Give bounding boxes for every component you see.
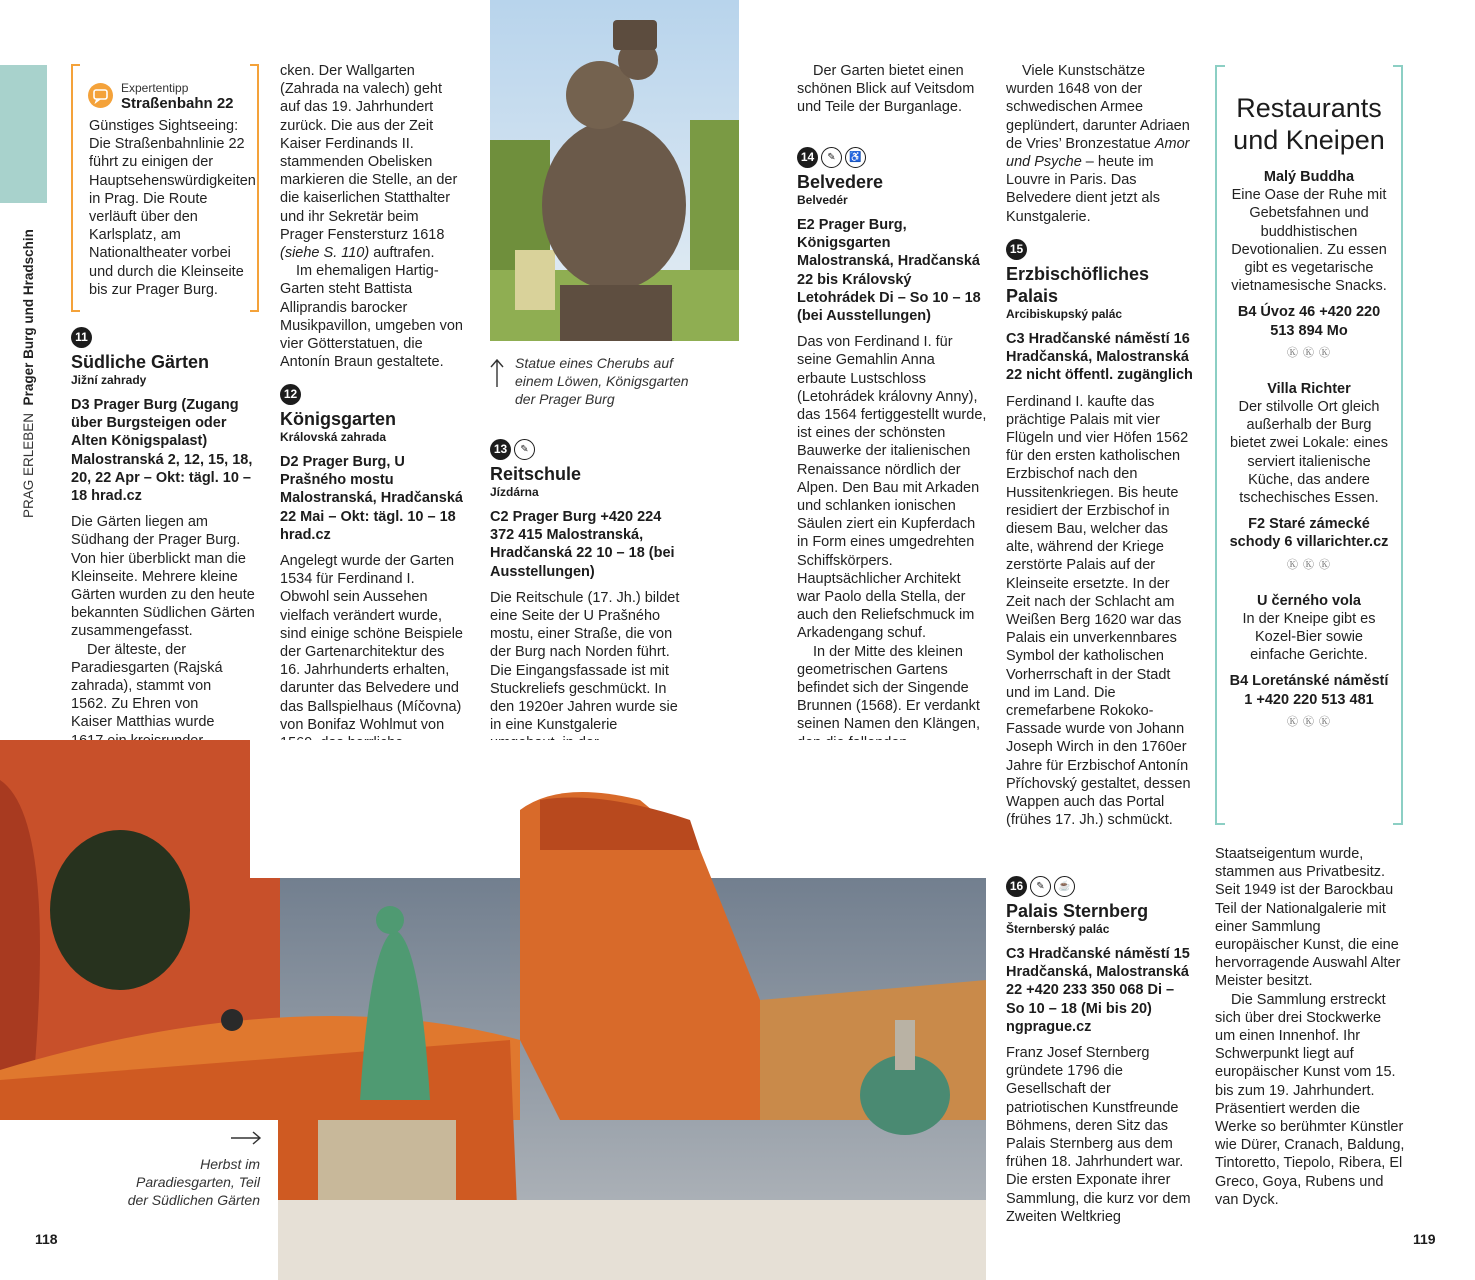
tip-label: Expertentipp	[121, 81, 189, 95]
section-info: D3 Prager Burg (Zugang über Burgsteigen oder Alten Königspalast) Malostranská 2, 12, 15, 18, 20, 22 Apr – Okt: tägl. 10 – 18 hrad.cz	[71, 397, 253, 505]
tip-body: Günstiges Sightseeing: Die Straßenbahnlinie 22 führt zu einigen der Hauptsehenswürdigkeiten in Prag. Die Route verläuft über den Karlsplatz, am Nationaltheater vorbei und durch die Kleinseite bis zur Prager Burg.	[89, 118, 256, 298]
section-subtitle: Jízdárna	[490, 485, 539, 499]
paragraph: In der Mitte des kleinen geometrischen Gartens befindet sich der Singende Brunnen (1568). Er verdankt seinen Namen den Klängen,	[797, 643, 987, 880]
section-subtitle: Královská zahrada	[280, 430, 387, 444]
restaurants-box	[1227, 92, 1391, 749]
wheelchair-icon: ♿	[845, 147, 866, 168]
paragraph: Viele Kunstschätze wurden 1648 von der schwedischen Armee geplündert, darunter Adriaen de Vries’ Bronzestatue Amor und Psyche – heute im Louvre in Paris. Das Belvedere dient jetzt als Kunstgalerie.	[1006, 63, 1190, 225]
page-reference: (siehe S. 110)	[280, 245, 370, 262]
restaurant-info: F2 Staré zámecké schody 6 villarichter.cz	[1229, 516, 1389, 551]
restaurant-name: Malý Buddha	[1263, 169, 1355, 185]
restaurants-bracket-left	[1215, 65, 1225, 825]
section-title: Königsgarten	[280, 409, 397, 429]
paragraph: Angelegt wurde der Garten 1534 für Ferdinand I. Obwohl sein Aussehen vielfach verändert wurde, sind einige schöne Beispiele der Gartenarchitektur des 16. Jahrhunderts erhalten, darunter das Belvedere und das Ballspielhaus (Míčovna) von Bonifaz Wohlmut von	[280, 553, 463, 733]
paragraph: cken. Der Wallgarten (Zahrada na valech) geht auf das 19. Jahrhundert zurück. Die aus der Zeit Kaiser Ferdinands II. stammenden Obelisken markieren die Stelle, an der die kaiserlichen Statthalter und ihr Sekretär beim Prager Fenstersturz 1618 (siehe S. 110) auftrafen.	[280, 63, 458, 262]
price-rating: Ⓚ Ⓚ Ⓚ	[1286, 346, 1332, 359]
section-info: C3 Hradčanské náměstí 15 Hradčanská, Malostranská 22 +420 233 350 068 Di – So 10 – 18 (Mi bis 20) ngprague.cz	[1006, 946, 1190, 1035]
statue-photo	[490, 0, 739, 341]
statue-caption: Statue eines Cherubs auf einem Löwen, Königsgarten der Prager Burg	[515, 355, 689, 408]
section-subtitle: Šternberský palác	[1006, 922, 1110, 936]
restaurant-item	[1227, 168, 1391, 360]
paragraph: Im ehemaligen Hartig-Garten steht Battista Alliprandis barocker Musikpavillon, umgeben von vier Götterstatuen, die Antonín Braun gestaltete.	[280, 263, 463, 371]
restaurant-info: B4 Úvoz 46 +420 220 513 894 Mo	[1237, 304, 1381, 339]
chapter-title	[19, 178, 39, 518]
section-title: Belvedere	[797, 172, 884, 192]
speech-bubble-icon	[88, 83, 113, 108]
paragraph: Staatseigentum wurde, stammen aus Privatbesitz. Seit 1949 ist der Barockbau Teil der Nationalgalerie mit einer Sammlung europäischer Kunst, die eine hervorragende Auswahl Alter Meister besitzt.	[1215, 846, 1401, 990]
section-subtitle: Belvedér	[797, 193, 848, 207]
tip-title: Straßenbahn 22	[121, 95, 234, 112]
restaurant-info: B4 Loretánské náměstí 1 +420 220 513 481	[1229, 673, 1389, 708]
chapter-name: Prager Burg und Hradschin	[21, 229, 36, 406]
section-number: 13	[490, 439, 511, 460]
arrow-up-icon	[489, 358, 505, 388]
section-16	[1006, 876, 1196, 1226]
section-info: D2 Prager Burg, U Prašného mostu Malostranská, Hradčanská 22 Mai – Okt: tägl. 10 – 18 hrad.cz	[280, 454, 463, 543]
price-rating: Ⓚ Ⓚ Ⓚ	[1286, 715, 1332, 728]
paragraph: Die Reitschule (17. Jh.) bildet eine Seite der U Prašného mostu, einer Straße, die von der Burg nach Norden führt. Die Eingangsfassade ist mit Stuckreliefs geschmückt. In den 1920er Jahren wurde sie in eine Kunstgalerie	[490, 589, 680, 734]
restaurant-item	[1227, 380, 1391, 572]
chapter-prefix: PRAG ERLEBEN	[21, 412, 36, 518]
section-info: E2 Prager Burg, Königsgarten Malostranská, Hradčanská 22 bis Královský Letohrádek Di – So 10 – 18 (bei Ausstellungen)	[797, 217, 981, 325]
section-title: Reitschule	[490, 464, 582, 484]
section-number: 16	[1006, 876, 1027, 897]
paragraph: Ferdinand I. kaufte das prächtige Palais mit vier Flügeln und vier Höfen 1562 für den ersten katholischen Erzbischof nach den Hussitenkriegen. Bis heute residiert der Erzbischof in diesem Bau, welcher das alte, während der Kriege zerstörte Palais auf der Kleinseite ersetzte. In der Zeit nach der Schlacht am Weißen Berg 1620 war das Palais ein unverkennbares Symbol der katholischen Vorherrschaft in der Stadt und im Land. Die cremefarbene Rokoko-Fassade wurde von Johann Joseph Wirch in den 1760er Jahre für Erzbischof Antonín Příchovský gestaltet, dessen Wappen auch das Portal (frühes 17. Jh.) schmückt.	[1006, 393, 1191, 829]
tip-bracket-left	[71, 64, 80, 312]
ticket-icon: ✎	[821, 147, 842, 168]
column-6-text	[1215, 845, 1405, 1209]
restaurants-bracket-right	[1393, 65, 1403, 825]
garden-caption: Herbst im Paradiesgarten, Teil der Südlichen Gärten	[127, 1156, 260, 1209]
column-2-text	[280, 62, 465, 371]
restaurants-title: Restaurants und Kneipen	[1233, 93, 1385, 155]
section-number: 11	[71, 327, 92, 348]
cafe-icon: ☕	[1054, 876, 1075, 897]
restaurant-description: In der Kneipe gibt es Kozel-Bier sowie einfache Gerichte.	[1242, 610, 1376, 664]
price-rating: Ⓚ Ⓚ Ⓚ	[1286, 558, 1332, 571]
page-number-left: 118	[35, 1231, 58, 1247]
section-number: 12	[280, 384, 301, 405]
paragraph: Franz Josef Sternberg gründete 1796 die Gesellschaft der patriotischen Kunstfreunde Böhmens, deren Sitz das Palais Sternberg aus dem frühen 18. Jahrhundert war. Die ersten Exponate ihrer Sammlung, die kurz vor dem Zweiten Weltkrieg	[1006, 1045, 1191, 1225]
restaurant-name: U černého vola	[1257, 592, 1361, 609]
ticket-icon: ✎	[514, 439, 535, 460]
section-title: Palais Sternberg	[1006, 901, 1149, 921]
section-info: C2 Prager Burg +420 224 372 415 Malostranská, Hradčanská 22 10 – 18 (bei Ausstellungen)	[490, 509, 675, 580]
paragraph: Die Gärten liegen am Südhang der Prager Burg. Von hier überblickt man die Kleinseite. Mehrere kleine Gärten wurden zu den heute bekannten Südlichen Gärten zusammengefasst.	[71, 514, 255, 640]
arrow-right-icon	[230, 1130, 262, 1146]
page-number-right: 119	[1413, 1231, 1436, 1247]
paragraph: Die Sammlung erstreckt sich über drei Stockwerke um einen Innenhof. Ihr Schwerpunkt liegt auf europäischer Kunst vom 15. bis zum 19. Jahrhundert. Präsentiert werden die Werke so berühmter Künstler wie Dürer, Cranach, Baldung, Tintoretto, Tiepolo, Ribera, El Greco, Goya, Rubens und van Dyck.	[1215, 991, 1405, 1208]
restaurant-description: Eine Oase der Ruhe mit Gebetsfahnen und buddhistischen Devotionalien. Zu essen gibt es vegetarische vietnamesische Snacks.	[1231, 187, 1387, 295]
section-number: 14	[797, 147, 818, 168]
paragraph: Der älteste, der Paradiesgarten (Rajská zahrada), stammt von 1562. Zu Ehren von Kaiser Matthias wurde	[71, 641, 223, 731]
restaurant-item	[1227, 592, 1391, 729]
section-subtitle: Jižní zahrady	[71, 373, 147, 387]
section-subtitle: Arcibiskupský palác	[1006, 307, 1123, 321]
section-13	[490, 439, 680, 789]
section-15	[1006, 239, 1196, 829]
restaurant-description: Der stilvolle Ort gleich außerhalb der Burg bietet zwei Lokale: eines serviert italienische Küche, das andere tschechisches Essen.	[1230, 399, 1388, 507]
section-title: Südliche Gärten	[71, 352, 210, 372]
section-info: C3 Hradčanské náměstí 16 Hradčanská, Malostranská 22 nicht öffentl. zugänglich	[1006, 331, 1193, 384]
tip-header	[121, 81, 251, 113]
paragraph: Das von Ferdinand I. für seine Gemahlin Anna erbaute Lustschloss (Letohrádek královny Anny), das 1564 fertiggestellt wurde, ist eines der schönsten Bauwerke der italienischen Renaissance nördlich der Alpen. Den Bau mit Arkaden und schlanken ionischen Säulen ziert ein Kupferdach in Form eines umgedrehten Schiffskörpers. Hauptsächlicher Architekt war Paolo della Stella, der auch den Reliefschmuck im Arkadengang schuf.	[797, 334, 987, 642]
section-title: Erzbischöfliches Palais	[1006, 264, 1150, 306]
ticket-icon: ✎	[1030, 876, 1051, 897]
restaurant-name: Villa Richter	[1267, 380, 1351, 397]
paragraph: Der Garten bietet einen schönen Blick auf Veitsdom und Teile der Burganlage.	[797, 63, 975, 116]
section-number: 15	[1006, 239, 1027, 260]
